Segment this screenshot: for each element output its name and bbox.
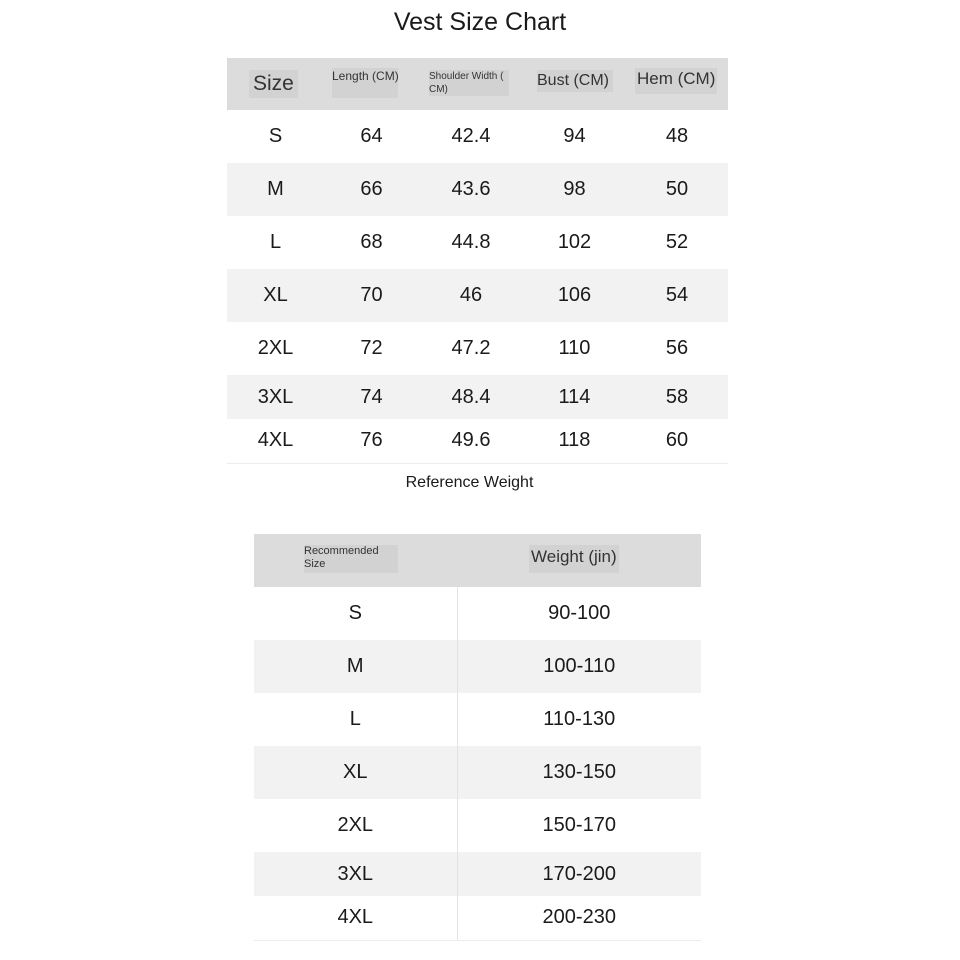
table-row: [227, 322, 728, 375]
table-row: [227, 163, 728, 216]
cell-bust: 98: [563, 178, 586, 200]
reference-weight-label: Reference Weight: [405, 474, 534, 491]
cell-hem: 60: [626, 419, 728, 463]
size-table-header-row: [227, 58, 728, 110]
table-row: [254, 587, 701, 640]
cell-size: 3XL: [257, 385, 294, 408]
cell-size: 4XL: [227, 419, 324, 463]
cell-shoulder-width: 43.6: [451, 178, 491, 200]
cell-bust: 118: [523, 419, 626, 463]
cell-bust: 94: [563, 125, 586, 147]
cell-hem: 54: [665, 284, 689, 306]
cell-recommended-size: 4XL: [254, 896, 457, 940]
weight-chart-table: [254, 534, 701, 941]
cell-length: 74: [360, 385, 383, 408]
cell-weight: 170-200: [542, 862, 616, 885]
cell-bust: 110: [558, 337, 591, 359]
cell-size: XL: [263, 284, 288, 306]
cell-size: L: [269, 231, 282, 253]
cell-recommended-size: 2XL: [254, 799, 457, 852]
cell-weight: 90-100: [548, 602, 611, 624]
table-row: [254, 746, 701, 799]
cell-bust: 102: [557, 231, 592, 253]
header-bust: Bust (CM): [537, 70, 613, 92]
table-row: [227, 110, 728, 163]
cell-hem: 56: [665, 337, 689, 359]
table-row: [227, 216, 728, 269]
cell-weight: 130-150: [542, 761, 616, 783]
cell-weight: 100-110: [543, 655, 616, 677]
cell-length: 76: [324, 419, 419, 463]
cell-hem: 48: [665, 125, 689, 147]
table-row: [254, 896, 701, 940]
cell-length: 66: [360, 178, 383, 200]
table-row: [227, 375, 728, 419]
table-row: [254, 852, 701, 896]
weight-table-header-row: [254, 534, 701, 587]
header-shoulder-width: Shoulder Width ( CM): [429, 70, 509, 96]
cell-weight: 150-170: [542, 814, 616, 836]
cell-shoulder-width: 49.6: [419, 419, 523, 463]
cell-shoulder-width: 42.4: [451, 125, 491, 147]
cell-recommended-size: L: [254, 693, 457, 746]
header-weight: Weight (jin): [529, 545, 619, 573]
cell-shoulder-width: 48.4: [451, 385, 491, 408]
cell-length: 70: [360, 284, 383, 306]
cell-length: 72: [360, 337, 383, 359]
table-row: [254, 799, 701, 852]
cell-shoulder-width: 46: [459, 284, 483, 306]
header-size: Size: [249, 70, 298, 98]
cell-hem: 50: [665, 178, 689, 200]
size-chart-table: [227, 58, 728, 464]
cell-recommended-size: XL: [254, 746, 457, 799]
cell-size: S: [268, 125, 283, 147]
cell-recommended-size: S: [254, 587, 457, 640]
cell-hem: 58: [665, 385, 689, 408]
cell-recommended-size: 3XL: [254, 852, 457, 896]
cell-length: 68: [360, 231, 383, 253]
cell-size: 2XL: [257, 337, 294, 359]
cell-shoulder-width: 44.8: [451, 231, 491, 253]
cell-length: 64: [360, 125, 383, 147]
header-length: Length (CM): [332, 68, 398, 98]
table-row: [227, 419, 728, 463]
cell-bust: 106: [557, 284, 592, 306]
header-hem: Hem (CM): [635, 68, 717, 94]
table-row: [254, 693, 701, 746]
cell-hem: 52: [665, 231, 689, 253]
cell-recommended-size: M: [254, 640, 457, 693]
page-title: Vest Size Chart: [393, 8, 567, 36]
cell-size: M: [267, 178, 284, 200]
table-row: [227, 269, 728, 322]
cell-bust: 114: [558, 385, 591, 408]
table-row: [254, 640, 701, 693]
header-recommended-size: Recommended Size: [304, 545, 398, 573]
cell-shoulder-width: 47.2: [451, 337, 491, 359]
cell-weight: 200-230: [457, 896, 701, 940]
cell-weight: 110-130: [543, 708, 616, 730]
